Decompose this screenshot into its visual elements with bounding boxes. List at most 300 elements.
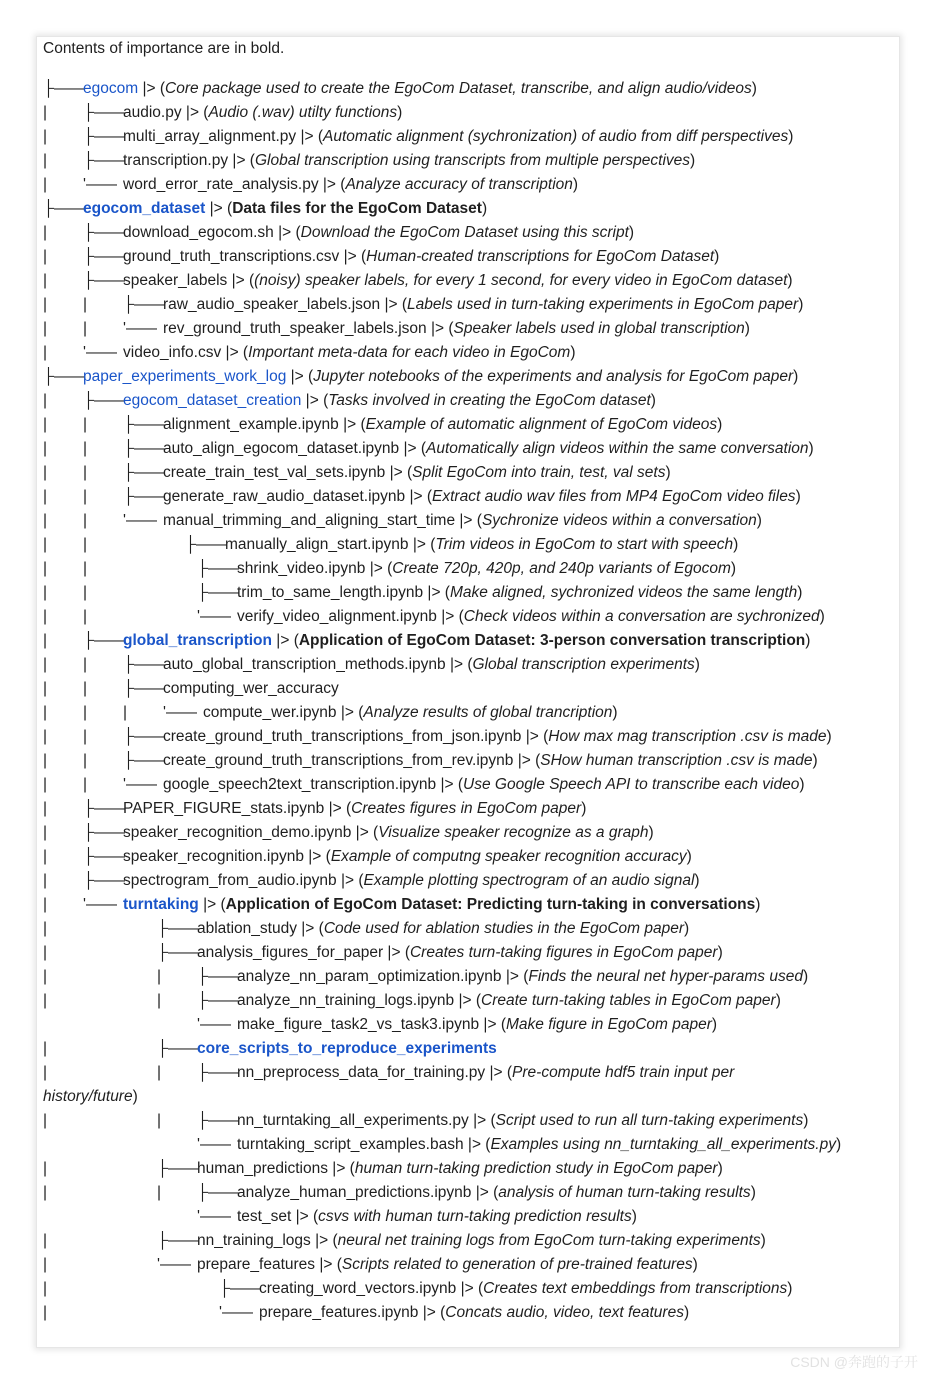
- tree-connector: '——: [197, 1208, 231, 1225]
- file-name: analysis_figures_for_paper: [197, 944, 384, 961]
- description: Tasks involved in creating the EgoCom dataset: [328, 392, 651, 409]
- tree-line: [43, 461, 671, 485]
- description: Make figure in EgoCom paper: [505, 1016, 712, 1033]
- file-name: trim_to_same_length.ipynb: [237, 584, 424, 601]
- tree-connector: '——: [83, 344, 117, 361]
- tree-connector: '——: [197, 1016, 231, 1033]
- tree-line: [43, 1061, 735, 1085]
- tree-line: [43, 797, 587, 821]
- separator: |> (: [338, 416, 366, 433]
- description: Check videos within a conversation are sychronized: [463, 608, 820, 625]
- tree-bar: |: [43, 488, 48, 505]
- tree-line: [43, 101, 403, 125]
- separator: |> (: [318, 176, 346, 193]
- tree-connector: ├——: [83, 224, 125, 241]
- close-paren: ): [793, 368, 799, 385]
- file-name: shrink_video.ipynb: [237, 560, 366, 577]
- folder-link[interactable]: paper_experiments_work_log: [83, 368, 287, 385]
- tree-line: [43, 1133, 842, 1157]
- tree-line: [43, 1229, 766, 1253]
- close-paren: ): [756, 512, 762, 529]
- separator: |> (: [181, 104, 209, 121]
- tree-line: [43, 917, 690, 941]
- tree-bar: |: [43, 536, 48, 553]
- separator: |> (: [463, 1136, 491, 1153]
- tree-line: [43, 149, 696, 173]
- tree-connector: ├——: [123, 728, 165, 745]
- tree-connector: ├——: [123, 680, 165, 697]
- tree-bar: |: [83, 680, 88, 697]
- tree-connector: '——: [197, 608, 231, 625]
- tree-connector: ├——: [123, 752, 165, 769]
- tree-line: [43, 365, 799, 389]
- description: Code used for ablation studies in the EgoCom paper: [323, 920, 684, 937]
- tree-bar: |: [43, 416, 48, 433]
- tree-bar: |: [83, 536, 88, 553]
- separator: |> (: [324, 800, 352, 817]
- tree-bar: |: [83, 608, 88, 625]
- description: csvs with human turn-taking prediction results: [318, 1208, 632, 1225]
- tree-bar: |: [43, 464, 48, 481]
- file-name: create_ground_truth_transcriptions_from_json.ipynb: [163, 728, 522, 745]
- tree-bar: |: [43, 776, 48, 793]
- description: Example plotting spectrogram of an audio signal: [363, 872, 695, 889]
- separator: |> (: [455, 512, 482, 529]
- separator: |> (: [315, 1256, 342, 1273]
- separator: |> (: [339, 248, 367, 265]
- tree-connector: ├——: [197, 1184, 239, 1201]
- tree-bar: |: [157, 1064, 162, 1081]
- tree-line: [43, 1157, 723, 1181]
- separator: |> (: [291, 1208, 319, 1225]
- tree-connector: ├——: [83, 104, 125, 121]
- tree-bar: |: [123, 704, 128, 721]
- folder-link[interactable]: egocom_dataset_creation: [123, 392, 302, 409]
- description: Creates turn-taking figures in EgoCom paper: [409, 944, 718, 961]
- tree-bar: |: [43, 872, 48, 889]
- folder-link[interactable]: global_transcription: [123, 632, 272, 649]
- tree-line: [43, 77, 757, 101]
- file-name: auto_global_transcription_methods.ipynb: [163, 656, 446, 673]
- file-name: video_info.csv: [123, 344, 222, 361]
- close-paren: ): [686, 848, 692, 865]
- tree-bar: |: [83, 584, 88, 601]
- separator: |> (: [426, 320, 454, 337]
- separator: |> (: [445, 656, 473, 673]
- separator: |> (: [273, 224, 301, 241]
- tree-line: [43, 869, 700, 893]
- file-name: download_egocom.sh: [123, 224, 274, 241]
- file-name: generate_raw_audio_dataset.ipynb: [163, 488, 406, 505]
- file-name: PAPER_FIGURE_stats.ipynb: [123, 800, 325, 817]
- tree-line: [43, 269, 793, 293]
- description: human turn-taking prediction study in EgoCom paper: [354, 1160, 718, 1177]
- tree-connector: '——: [83, 176, 117, 193]
- tree-bar: |: [83, 416, 88, 433]
- description: Download the EgoCom Dataset using this script: [300, 224, 629, 241]
- tree-connector: ├——: [197, 968, 239, 985]
- file-name: turntaking_script_examples.bash: [237, 1136, 464, 1153]
- file-name: speaker_recognition_demo.ipynb: [123, 824, 352, 841]
- separator: |> (: [408, 536, 436, 553]
- tree-line: [43, 1301, 690, 1325]
- close-paren: ): [717, 416, 723, 433]
- separator: |> (: [485, 1064, 513, 1081]
- description: Application of EgoCom Dataset: Predicting turn-taking in conversations: [225, 896, 756, 913]
- tree-connector: ├——: [197, 560, 239, 577]
- tree-bar: |: [157, 1184, 162, 1201]
- close-paren: ): [795, 488, 801, 505]
- tree-connector: '——: [163, 704, 197, 721]
- file-name: word_error_rate_analysis.py: [123, 176, 319, 193]
- separator: |> (: [336, 704, 364, 721]
- tree-connector: ├——: [123, 416, 165, 433]
- separator: |> (: [385, 464, 413, 481]
- tree-bar: |: [157, 1112, 162, 1129]
- tree-bar: |: [43, 128, 48, 145]
- close-paren: ): [694, 656, 700, 673]
- close-paren: ): [481, 200, 488, 217]
- tree-bar: |: [43, 1232, 48, 1249]
- close-paren: ): [572, 176, 579, 193]
- description: Split EgoCom into train, test, val sets: [412, 464, 666, 481]
- tree-connector: '——: [123, 320, 157, 337]
- close-paren: ): [711, 1016, 718, 1033]
- file-name: ablation_study: [197, 920, 297, 937]
- separator: |> (: [418, 1304, 446, 1321]
- separator: |> (: [272, 632, 299, 649]
- tree-bar: |: [83, 512, 88, 529]
- description: Core package used to create the EgoCom Dataset, transcribe, and align audio/videos: [165, 80, 752, 97]
- tree-connector: ├——: [43, 200, 85, 217]
- description: Creates figures in EgoCom paper: [351, 800, 582, 817]
- tree-line: [43, 1205, 637, 1229]
- tree-connector: ├——: [83, 392, 125, 409]
- tree-connector: ├——: [83, 128, 125, 145]
- separator: |> (: [310, 1232, 338, 1249]
- close-paren: ): [799, 776, 805, 793]
- tree-bar: |: [83, 440, 88, 457]
- tree-bar: |: [43, 440, 48, 457]
- separator: |> (: [227, 272, 255, 289]
- tree-line: [43, 389, 656, 413]
- separator: |> (: [303, 848, 331, 865]
- tree-bar: |: [83, 320, 88, 337]
- tree-bar: |: [43, 992, 48, 1009]
- tree-connector: '——: [157, 1256, 191, 1273]
- tree-connector: ├——: [83, 632, 125, 649]
- description: Concats audio, video, text features: [445, 1304, 684, 1321]
- tree-connector: ├——: [185, 536, 227, 553]
- separator: |> (: [436, 608, 464, 625]
- tree-bar: |: [43, 680, 48, 697]
- tree-line: [43, 653, 700, 677]
- tree-bar: |: [43, 512, 48, 529]
- description: SHow human transcription .csv is made: [540, 752, 813, 769]
- tree-bar: |: [43, 560, 48, 577]
- file-name: analyze_human_predictions.ipynb: [237, 1184, 472, 1201]
- separator: |> (: [513, 752, 541, 769]
- tree-bar: |: [43, 944, 48, 961]
- tree-connector: '——: [219, 1304, 253, 1321]
- close-paren: ): [730, 560, 737, 577]
- description: Jupyter notebooks of the experiments and analysis for EgoCom paper: [313, 368, 794, 385]
- separator: |> (: [380, 296, 408, 313]
- file-name: human_predictions: [197, 1160, 328, 1177]
- tree-bar: |: [43, 584, 48, 601]
- separator: |> (: [501, 968, 529, 985]
- tree-connector: ├——: [83, 248, 125, 265]
- file-name: multi_array_alignment.py: [123, 128, 297, 145]
- description: Global transcription experiments: [472, 656, 695, 673]
- tree-line: [43, 485, 801, 509]
- description: Analyze accuracy of transcription: [345, 176, 573, 193]
- file-name: ground_truth_transcriptions.csv: [123, 248, 340, 265]
- tree-bar: |: [83, 464, 88, 481]
- tree-line: [43, 773, 805, 797]
- file-name: creating_word_vectors.ipynb: [259, 1280, 457, 1297]
- folder-link[interactable]: turntaking: [123, 896, 199, 913]
- tree-bar: |: [43, 248, 48, 265]
- close-paren: ): [717, 944, 723, 961]
- tree-bar: |: [83, 656, 88, 673]
- tree-bar: |: [43, 152, 48, 169]
- separator: |> (: [198, 896, 226, 913]
- tree-line: [43, 1181, 756, 1205]
- file-name: nn_preprocess_data_for_training.py: [237, 1064, 486, 1081]
- tree-bar: |: [43, 728, 48, 745]
- tree-line: [43, 173, 579, 197]
- tree-connector: ├——: [157, 944, 199, 961]
- tree-line: [43, 1253, 698, 1277]
- tree-bar: |: [43, 656, 48, 673]
- description: Application of EgoCom Dataset: 3-person conversation transcription: [298, 632, 806, 649]
- close-paren: ): [812, 752, 818, 769]
- file-name: test_set: [237, 1208, 292, 1225]
- separator: |> (: [383, 944, 410, 961]
- separator: |> (: [454, 992, 482, 1009]
- file-name: manual_trimming_and_aligning_start_time: [163, 512, 456, 529]
- tree-connector: ├——: [123, 656, 165, 673]
- separator: |> (: [399, 440, 426, 457]
- file-name: spectrogram_from_audio.ipynb: [123, 872, 337, 889]
- description: Audio (.wav) utilty functions: [208, 104, 398, 121]
- tree-line: [43, 293, 804, 317]
- tree-connector: ├——: [197, 992, 239, 1009]
- file-name: analyze_nn_param_optimization.ipynb: [237, 968, 502, 985]
- tree-bar: |: [157, 968, 162, 985]
- tree-bar: |: [43, 176, 48, 193]
- file-name: google_speech2text_transcription.ipynb: [163, 776, 437, 793]
- close-paren: ): [692, 1256, 698, 1273]
- tree-bar: |: [43, 800, 48, 817]
- description: Data files for the EgoCom Dataset: [232, 200, 482, 217]
- tree-bar: |: [43, 104, 48, 121]
- tree-line: [43, 1037, 497, 1061]
- file-name: verify_video_alignment.ipynb: [237, 608, 437, 625]
- tree-bar: |: [43, 752, 48, 769]
- close-paren: ): [744, 320, 750, 337]
- close-paren: ): [803, 1112, 809, 1129]
- tree-connector: ├——: [219, 1280, 261, 1297]
- tree-connector: ├——: [83, 800, 125, 817]
- close-paren: ): [798, 296, 804, 313]
- file-name: manually_align_start.ipynb: [225, 536, 409, 553]
- separator: |> (: [327, 1160, 355, 1177]
- tree-connector: ├——: [197, 1112, 239, 1129]
- description: Example of computng speaker recognition accuracy: [330, 848, 687, 865]
- description: Finds the neural net hyper-params used: [528, 968, 803, 985]
- close-paren: ): [751, 80, 757, 97]
- description: Speaker labels used in global transcription: [453, 320, 745, 337]
- close-paren: ): [802, 968, 809, 985]
- description: Labels used in turn-taking experiments in EgoCom paper: [407, 296, 799, 313]
- tree-bar: |: [43, 296, 48, 313]
- tree-bar: |: [43, 1112, 48, 1129]
- tree-line: [43, 845, 692, 869]
- close-paren: ): [805, 632, 811, 649]
- intro-text: Contents of importance are in bold.: [43, 40, 285, 57]
- file-name: make_figure_task2_vs_task3.ipynb: [237, 1016, 480, 1033]
- tree-bar: |: [43, 824, 48, 841]
- file-name: nn_training_logs: [197, 1232, 311, 1249]
- tree-line: [43, 821, 654, 845]
- file-name: transcription.py: [123, 152, 229, 169]
- tree-connector: ├——: [197, 584, 239, 601]
- tree-bar: |: [83, 776, 88, 793]
- tree-line: [43, 437, 814, 461]
- tree-connector: ├——: [83, 824, 125, 841]
- close-paren: ): [132, 1088, 138, 1105]
- tree-connector: ├——: [123, 488, 165, 505]
- tree-connector: '——: [123, 512, 157, 529]
- tree-line: [43, 629, 811, 653]
- tree-line: [43, 1109, 809, 1133]
- file-name: compute_wer.ipynb: [203, 704, 337, 721]
- file-name: create_train_test_val_sets.ipynb: [163, 464, 386, 481]
- description: How max mag transcription .csv is made: [548, 728, 827, 745]
- tree-bar: |: [43, 848, 48, 865]
- folder-link[interactable]: core_scripts_to_reproduce_experiments: [197, 1040, 497, 1057]
- description: Automatically align videos within the same conversation: [426, 440, 809, 457]
- description: Create turn-taking tables in EgoCom paper: [481, 992, 776, 1009]
- tree-bar: |: [83, 560, 88, 577]
- description: Script used to run all turn-taking experiments: [495, 1112, 804, 1129]
- file-name: create_ground_truth_transcriptions_from_rev.ipynb: [163, 752, 514, 769]
- description: Extract audio wav files from MP4 EgoCom video files: [432, 488, 796, 505]
- tree-bar: |: [43, 344, 48, 361]
- file-name: alignment_example.ipynb: [163, 416, 339, 433]
- folder-link[interactable]: egocom: [83, 80, 139, 97]
- separator: |> (: [221, 344, 249, 361]
- separator: |> (: [351, 824, 379, 841]
- tree-connector: ├——: [157, 920, 199, 937]
- tree-connector: ├——: [123, 464, 165, 481]
- separator: |> (: [436, 776, 464, 793]
- separator: |> (: [405, 488, 433, 505]
- file-name: prepare_features.ipynb: [259, 1304, 419, 1321]
- close-paren: ): [797, 584, 803, 601]
- separator: |> (: [205, 200, 233, 217]
- close-paren: ): [750, 1184, 756, 1201]
- tree-bar: |: [43, 320, 48, 337]
- close-paren: ): [808, 440, 814, 457]
- file-name: nn_turntaking_all_experiments.py: [237, 1112, 469, 1129]
- description: Examples using nn_turntaking_all_experiments.py: [490, 1136, 836, 1153]
- close-paren: ): [755, 896, 761, 913]
- close-paren: ): [684, 920, 690, 937]
- tree-bar: |: [83, 704, 88, 721]
- tree-bar: |: [43, 272, 48, 289]
- close-paren: ): [581, 800, 587, 817]
- separator: |> (: [521, 728, 549, 745]
- file-name: computing_wer_accuracy: [163, 680, 339, 697]
- tree-line: [43, 413, 723, 437]
- tree-line: [43, 893, 761, 917]
- separator: |> (: [456, 1280, 484, 1297]
- description: Global transcription using transcripts from multiple perspectives: [254, 152, 691, 169]
- file-name: prepare_features: [197, 1256, 316, 1273]
- close-paren: ): [788, 128, 794, 145]
- close-paren: ): [628, 224, 635, 241]
- file-name: speaker_labels: [123, 272, 228, 289]
- tree-connector: '——: [197, 1136, 231, 1153]
- close-paren: ): [775, 992, 781, 1009]
- tree-line: [43, 245, 720, 269]
- tree-line: [43, 557, 737, 581]
- separator: |> (: [423, 584, 450, 601]
- description: Human-created transcriptions for EgoCom Dataset: [366, 248, 715, 265]
- close-paren: ): [835, 1136, 842, 1153]
- description: Important meta-data for each video in EgoCom: [248, 344, 571, 361]
- tree-bar: |: [43, 1280, 48, 1297]
- close-paren: ): [787, 1280, 793, 1297]
- tree-bar: |: [83, 488, 88, 505]
- directory-tree: [43, 77, 842, 1325]
- description: analysis of human turn-taking results: [498, 1184, 751, 1201]
- close-paren: ): [819, 608, 825, 625]
- tree-connector: ├——: [83, 848, 125, 865]
- tree-bar: |: [43, 704, 48, 721]
- tree-bar: |: [43, 1160, 48, 1177]
- tree-line: [43, 1013, 718, 1037]
- file-name: audio.py: [123, 104, 182, 121]
- description: neural net training logs from EgoCom turn-taking experiments: [337, 1232, 761, 1249]
- tree-bar: |: [43, 1256, 48, 1273]
- tree-bar: |: [43, 1064, 48, 1081]
- tree-line: [43, 701, 618, 725]
- description: Use Google Speech API to transcribe each video: [463, 776, 800, 793]
- tree-bar: |: [43, 1184, 48, 1201]
- tree-line: [43, 509, 762, 533]
- tree-line: [43, 1277, 793, 1301]
- close-paren: ): [826, 728, 832, 745]
- folder-link[interactable]: egocom_dataset: [83, 200, 206, 217]
- separator: |> (: [468, 1112, 496, 1129]
- tree-line: [43, 725, 832, 749]
- file-name: analyze_nn_training_logs.ipynb: [237, 992, 455, 1009]
- tree-line: [43, 581, 803, 605]
- tree-line: [43, 125, 794, 149]
- separator: |> (: [138, 80, 166, 97]
- tree-connector: ├——: [157, 1040, 199, 1057]
- file-name: rev_ground_truth_speaker_labels.json: [163, 320, 427, 337]
- tree-connector: '——: [123, 776, 157, 793]
- tree-bar: |: [43, 632, 48, 649]
- tree-line: [43, 317, 750, 341]
- tree-bar: |: [43, 920, 48, 937]
- separator: |> (: [228, 152, 255, 169]
